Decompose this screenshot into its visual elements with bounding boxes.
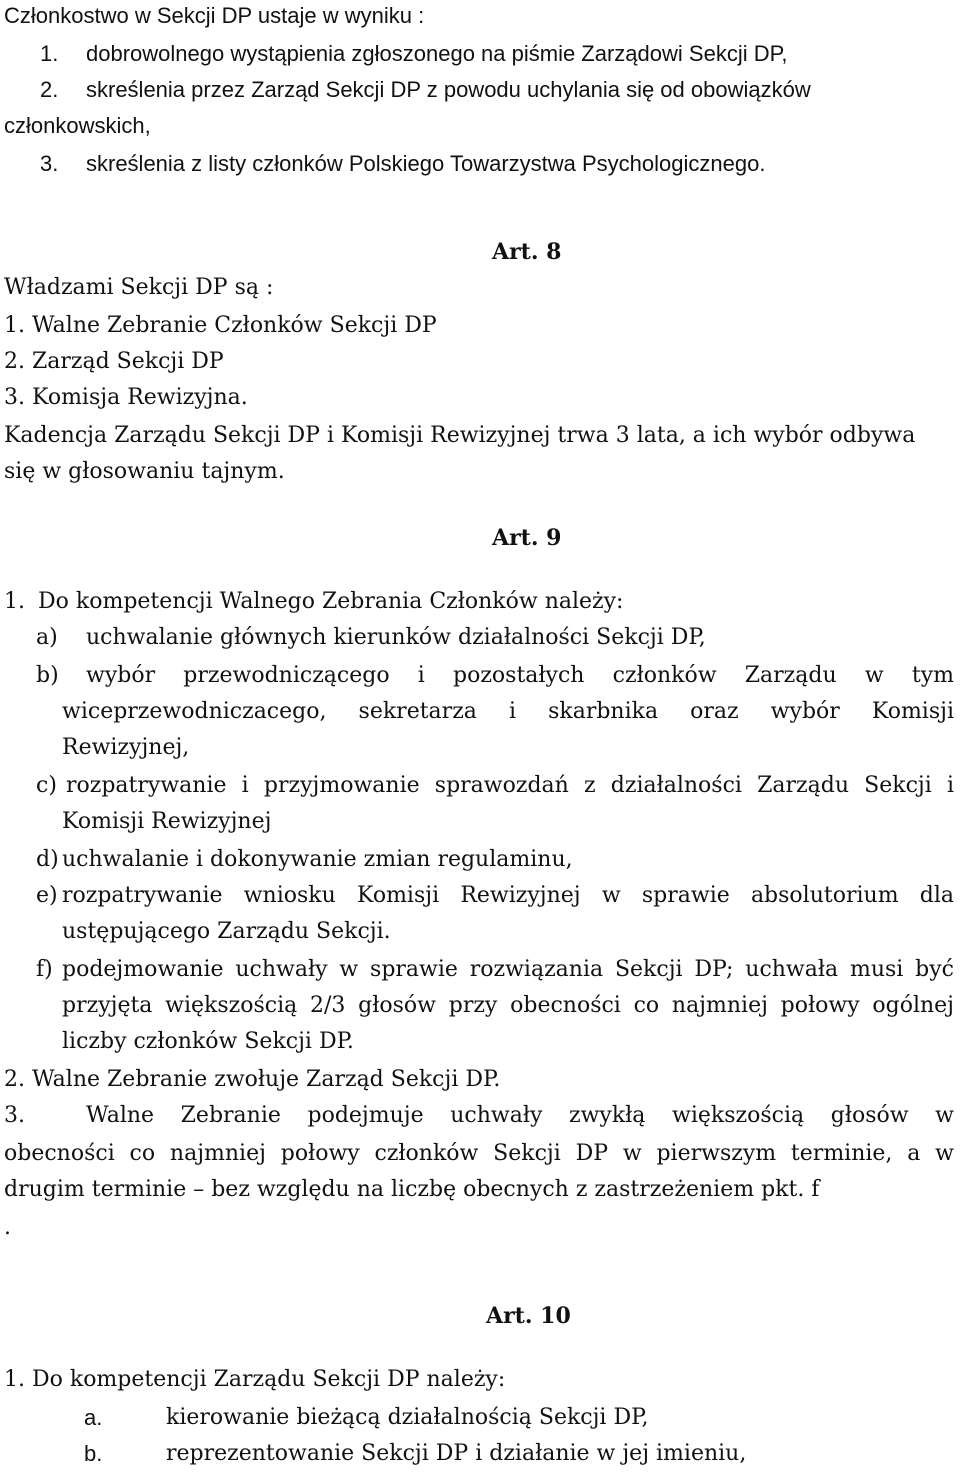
- list-item: skreślenia z listy członków Polskiego Towarzystwa Psychologicznego.: [86, 151, 766, 176]
- membership-end-intro: Członkostwo w Sekcji DP ustaje w wyniku :: [4, 3, 425, 28]
- article-heading: Art. 10: [486, 1303, 571, 1329]
- list-item-continuation: ustępującego Zarządu Sekcji.: [62, 919, 391, 944]
- list-item-continuation: Rewizyjnej,: [62, 735, 190, 760]
- list-item: reprezentowanie Sekcji DP i działanie w jej imieniu,: [166, 1441, 747, 1466]
- paragraph-text: Do kompetencji Walnego Zebrania Członków należy:: [38, 589, 624, 614]
- list-item: podejmowanie uchwały w sprawie rozwiązania Sekcji DP; uchwała musi być: [62, 957, 954, 982]
- list-item: skreślenia przez Zarząd Sekcji DP z powodu uchylania się od obowiązków: [86, 77, 811, 102]
- item-label: a): [36, 625, 58, 650]
- list-item-continuation: liczby członków Sekcji DP.: [62, 1029, 354, 1054]
- list-item-continuation: członkowskich,: [4, 113, 151, 138]
- term-line: się w głosowaniu tajnym.: [4, 459, 285, 484]
- item-label: b): [36, 663, 59, 688]
- item-label: d): [36, 847, 59, 872]
- paragraph-text: 1. Do kompetencji Zarządu Sekcji DP należy:: [4, 1367, 506, 1392]
- list-item-continuation: przyjęta większością 2/3 głosów przy obecności co najmniej połowy ogólnej: [62, 993, 954, 1018]
- list-item: dobrowolnego wystąpienia zgłoszonego na piśmie Zarządowi Sekcji DP,: [86, 41, 788, 66]
- list-item-num: 1.: [40, 41, 59, 66]
- list-item: uchwalanie głównych kierunków działalności Sekcji DP,: [86, 625, 706, 650]
- paragraph-num: 1.: [4, 589, 25, 614]
- paragraph-num: 3.: [4, 1103, 25, 1128]
- list-item-continuation: Komisji Rewizyjnej: [62, 809, 272, 834]
- article-heading: Art. 8: [492, 239, 562, 265]
- item-label: b.: [84, 1441, 103, 1466]
- article-heading: Art. 9: [492, 525, 562, 551]
- list-item: 2. Zarząd Sekcji DP: [4, 349, 224, 374]
- list-item-num: 3.: [40, 151, 59, 176]
- stray-dot: .: [4, 1215, 11, 1240]
- item-label: f): [36, 957, 53, 982]
- list-item-continuation: wiceprzewodniczacego, sekretarza i skarbnika oraz wybór Komisji: [62, 699, 954, 724]
- paragraph-text: 2. Walne Zebranie zwołuje Zarząd Sekcji DP.: [4, 1067, 501, 1092]
- list-item: wybór przewodniczącego i pozostałych członków Zarządu w tym: [86, 663, 954, 688]
- list-item: uchwalanie i dokonywanie zmian regulaminu,: [62, 847, 573, 872]
- term-line: Kadencja Zarządu Sekcji DP i Komisji Rewizyjnej trwa 3 lata, a ich wybór odbywa: [4, 423, 916, 448]
- list-item: 3. Komisja Rewizyjna.: [4, 385, 248, 410]
- authorities-intro: Władzami Sekcji DP są :: [4, 275, 274, 300]
- item-label: c): [36, 773, 57, 798]
- list-item: kierowanie bieżącą działalnością Sekcji DP,: [166, 1405, 649, 1430]
- list-item-num: 2.: [40, 77, 59, 102]
- paragraph-text: obecności co najmniej połowy członków Sekcji DP w pierwszym terminie, a w: [4, 1141, 954, 1166]
- item-label: a.: [84, 1405, 103, 1430]
- list-item: rozpatrywanie i przyjmowanie sprawozdań z działalności Zarządu Sekcji i: [66, 773, 954, 798]
- item-label: e): [36, 883, 58, 908]
- list-item: rozpatrywanie wniosku Komisji Rewizyjnej w sprawie absolutorium dla: [62, 883, 954, 908]
- paragraph-text: drugim terminie – bez względu na liczbę obecnych z zastrzeżeniem pkt. f: [4, 1177, 820, 1202]
- list-item: 1. Walne Zebranie Członków Sekcji DP: [4, 313, 437, 338]
- paragraph-text: Walne Zebranie podejmuje uchwały zwykłą większością głosów w: [86, 1103, 954, 1128]
